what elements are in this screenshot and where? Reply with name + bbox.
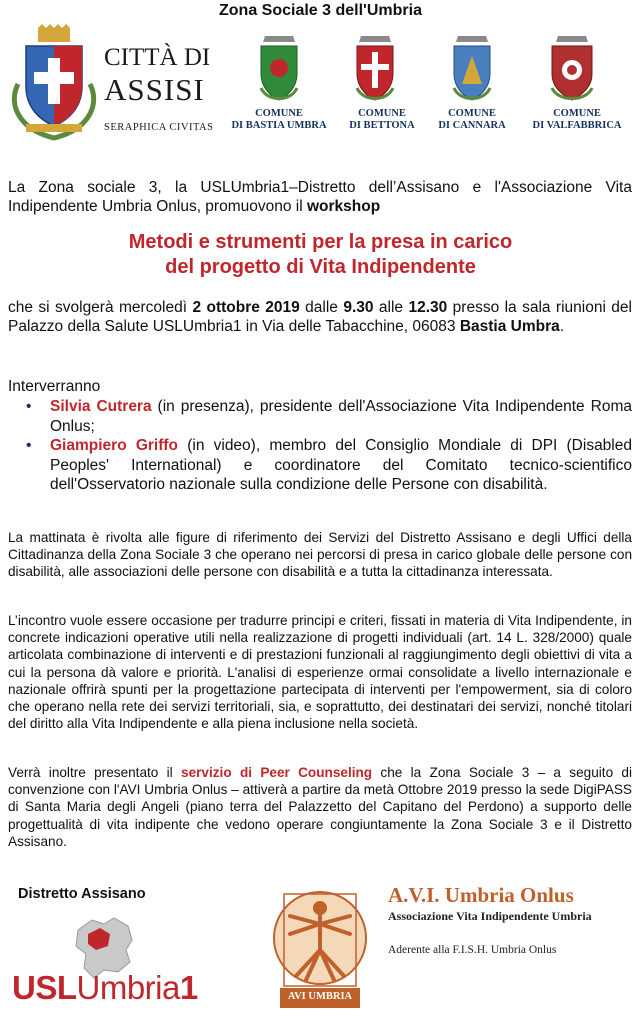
avi-title: A.V.I. Umbria Onlus: [388, 883, 574, 907]
bullet-icon: •: [26, 398, 32, 415]
comune-bastia-label: COMUNE DI BASTIA UMBRA: [231, 108, 327, 131]
event-details: che si svolgerà mercoledì 2 ottobre 2019 dalle 9.30 alle 12.30 presso la sala riunioni del Palazzo della Salute USLUmbria1 in Via delle Tabacchine, 06083 Bastia Umbra.: [8, 299, 632, 335]
avi-umbria-logo: [270, 880, 370, 1012]
assisi-crest: [8, 24, 100, 142]
speakers-list: [8, 397, 632, 495]
speakers-heading: Interverranno: [8, 378, 101, 395]
assisi-name-line1: CITTÀ DI: [104, 44, 211, 71]
assisi-name-line2: ASSISI: [104, 72, 205, 107]
paragraph-objectives: L’incontro vuole essere occasione per tradurre principi e criteri, fissati in materia di Vita Indipendente, in concrete indicazioni operative utili nella realizzazione di progetti individuali (art. 14 L. 328/2000) quale articolata combinazione di interventi e di prestazioni funzionali al raggiungimento degli obiettivi di vita a cui la persona dà valore e priorità. L'analisi di esperienze ormai consolidate a livello internazionale e nazionale offrirà spunti per la progettazione partecipata di interventi per l'empowerment, sia di coloro che operano nella rete dei servizi territoriali, sia, e soprattutto, dei destinatari dei servizi, nonché titolari del diritto alla Vita Indipendente e alla piena inclusione nella società.: [8, 613, 632, 732]
valfabbrica-crest: [546, 28, 598, 106]
assisi-motto: SERAPHICA CIVITAS: [104, 122, 214, 133]
intro-paragraph: La Zona sociale 3, la USLUmbria1–Distretto dell’Assisano e l'Associazione Vita Indipendente Umbria Onlus, promuovono il workshop: [8, 179, 632, 215]
comune-bettona-label: COMUNE DI BETTONA: [349, 108, 415, 131]
comune-cannara-label: COMUNE DI CANNARA: [438, 108, 506, 131]
speaker-item: • Giampiero Griffo (in video), membro del Consiglio Mondiale di DPI (Disabled Peoples' International) e coordinatore del Comitato tecnico-scientifico dell'Osservatorio nazionale sulla condizione delle Persone con disabilità.: [26, 437, 632, 493]
zona-sociale-title: Zona Sociale 3 dell'Umbria: [219, 2, 422, 19]
paragraph-peer-counseling: Verrà inoltre presentato il servizio di Peer Counseling che la Zona Sociale 3 – a seguito di convenzione con l'AVI Umbria Onlus – attiverà a partire da metà Ottobre 2019 presso la sede DigiPASS di Santa Maria degli Angeli (piano terra del Palazzetto del Capitano del Perdono) a supporto delle progettualità di vita indipente che vedono operare congiuntamente la Zona Sociale 3 e il Distretto Assisano.: [8, 765, 633, 849]
usl-umbria-logo: USLUmbria1: [12, 969, 198, 1006]
bullet-icon: •: [26, 437, 32, 454]
workshop-title: Metodi e strumenti per la presa in carico del progetto di Vita Indipendente: [128, 231, 513, 278]
bettona-crest: [351, 28, 399, 106]
speaker-item: • Silvia Cutrera (in presenza), presidente dell'Associazione Vita Indipendente Roma Onlus;: [26, 398, 632, 435]
distretto-label: Distretto Assisano: [18, 886, 146, 902]
comune-valfabbrica-label: COMUNE DI VALFABBRICA: [532, 108, 622, 131]
avi-affiliation: Aderente alla F.I.S.H. Umbria Onlus: [388, 944, 557, 956]
avi-subtitle: Associazione Vita Indipendente Umbria: [388, 909, 592, 923]
bastia-umbra-crest: [255, 28, 303, 106]
avi-badge-text: AVI UMBRIA: [287, 991, 353, 1002]
cannara-crest: [448, 28, 496, 106]
paragraph-audience: La mattinata è rivolta alle figure di riferimento dei Servizi del Distretto Assisano e degli Uffici della Cittadinanza della Zona Sociale 3 che operano nei percorsi di presa in carico globale delle persone con disabilità, alle associazioni delle persone con disabilità e a tutta la cittadinanza interessata.: [8, 530, 632, 580]
